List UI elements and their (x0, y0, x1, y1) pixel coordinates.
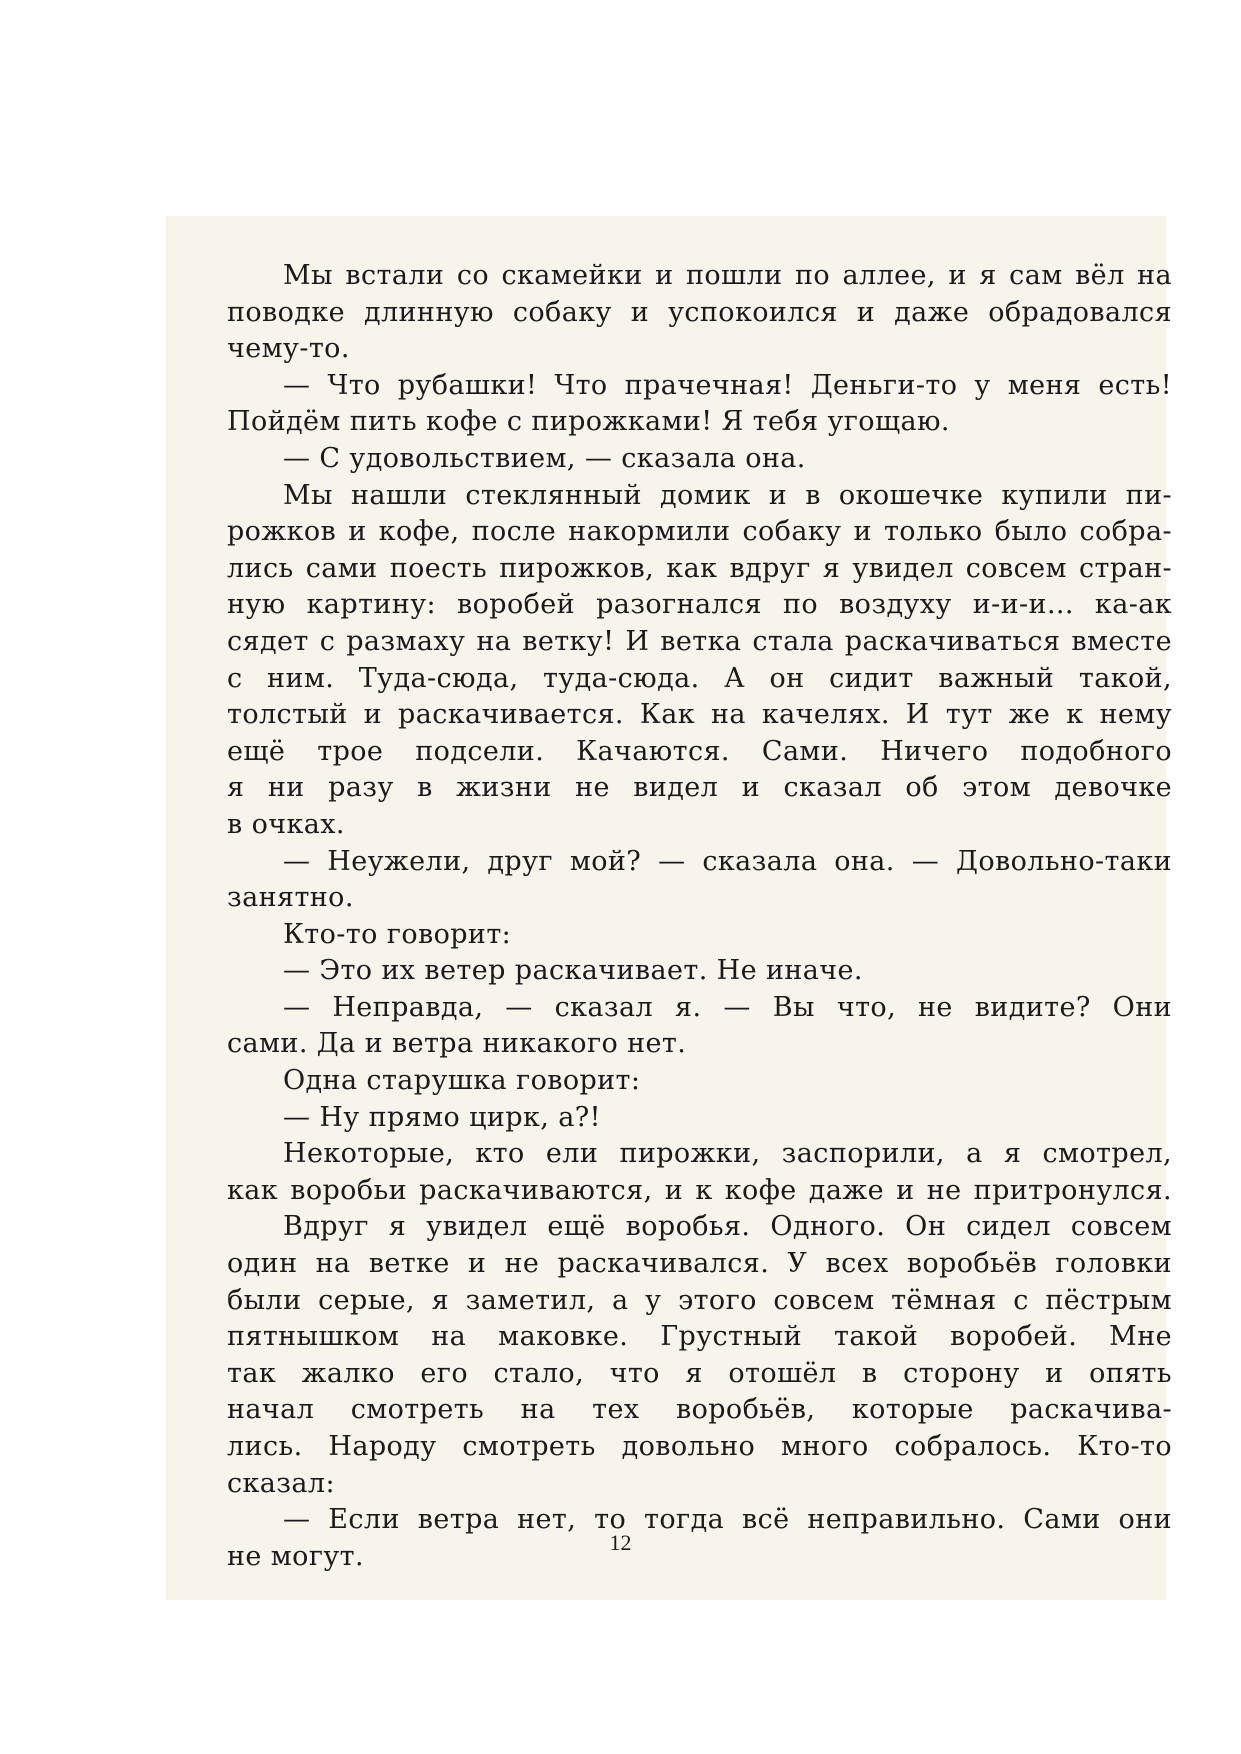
text-line: с ним. Туда-сюда, туда-сюда. А он сидит важный такой, (227, 662, 1172, 694)
text-line: — Неужели, друг мой? — сказала она. — Довольно-таки (283, 845, 1172, 877)
text-line: лись. Народу смотреть довольно много собралось. Кто-то (227, 1431, 1172, 1462)
text-line: — Ну прямо цирк, а?! (283, 1101, 601, 1133)
text-line: Некоторые, кто ели пирожки, заспорили, а я смотрел, (283, 1138, 1172, 1170)
text-line: один на ветке и не раскачивался. У всех воробьёв головки (227, 1248, 1172, 1280)
text-line: не могут. (227, 1540, 364, 1572)
body-text (227, 258, 1172, 1575)
text-line: я ни разу в жизни не видел и сказал об этом девочке (227, 772, 1172, 804)
text-line: толстый и раскачивается. Как на качелях. И тут же к нему (227, 699, 1172, 731)
text-line: Вдруг я увидел ещё воробья. Одного. Он сидел совсем (283, 1211, 1172, 1243)
text-line: Кто-то говорит: (283, 918, 512, 950)
text-line: в очках. (227, 808, 345, 840)
text-line: начал смотреть на тех воробьёв, которые раскачива- (227, 1394, 1172, 1426)
text-line: Пойдём пить кофе с пирожками! Я тебя угощаю. (227, 406, 950, 438)
text-line: лись сами поесть пирожков, как вдруг я увидел совсем стран- (227, 552, 1172, 584)
text-line: ную картину: воробей разогнался по воздуху и-и-и... ка-ак (227, 589, 1172, 621)
text-line: Мы встали со скамейки и пошли по аллее, и я сам вёл на (283, 260, 1172, 291)
text-line: занятно. (227, 882, 354, 914)
page-number: 12 (609, 1530, 632, 1555)
text-line: были серые, я заметил, а у этого совсем тёмная с пёстрым (227, 1284, 1172, 1316)
text-line: — С удовольствием, — сказала она. (283, 442, 806, 474)
text-line: поводке длинную собаку и успокоился и даже обрадовался (227, 296, 1172, 328)
text-line: сказал: (227, 1467, 335, 1499)
text-line: Мы нашли стеклянный домик и в окошечке купили пи- (283, 479, 1172, 511)
text-line: — Если ветра нет, то тогда всё неправильно. Сами они (283, 1504, 1172, 1536)
text-line: Одна старушка говорит: (283, 1065, 641, 1097)
text-line: пятнышком на маковке. Грустный такой воробей. Мне (227, 1321, 1172, 1353)
text-line: ещё трое подсели. Качаются. Сами. Ничего подобного (227, 735, 1172, 767)
text-line: сядет с размаху на ветку! И ветка стала раскачиваться вместе (227, 625, 1172, 657)
text-line: сами. Да и ветра никакого нет. (227, 1028, 687, 1060)
text-line: — Что рубашки! Что прачечная! Деньги-то у меня есть! (283, 369, 1172, 401)
text-line: рожков и кофе, после накормили собаку и только было собра- (227, 516, 1172, 548)
text-line: — Это их ветер раскачивает. Не иначе. (283, 955, 863, 987)
text-line: так жалко его стало, что я отошёл в сторону и опять (227, 1357, 1172, 1389)
text-line: — Неправда, — сказал я. — Вы что, не видите? Они (283, 991, 1172, 1023)
text-line: как воробьи раскачиваются, и к кофе даже и не притронулся. (227, 1174, 1172, 1206)
text-line: чему-то. (227, 333, 350, 365)
